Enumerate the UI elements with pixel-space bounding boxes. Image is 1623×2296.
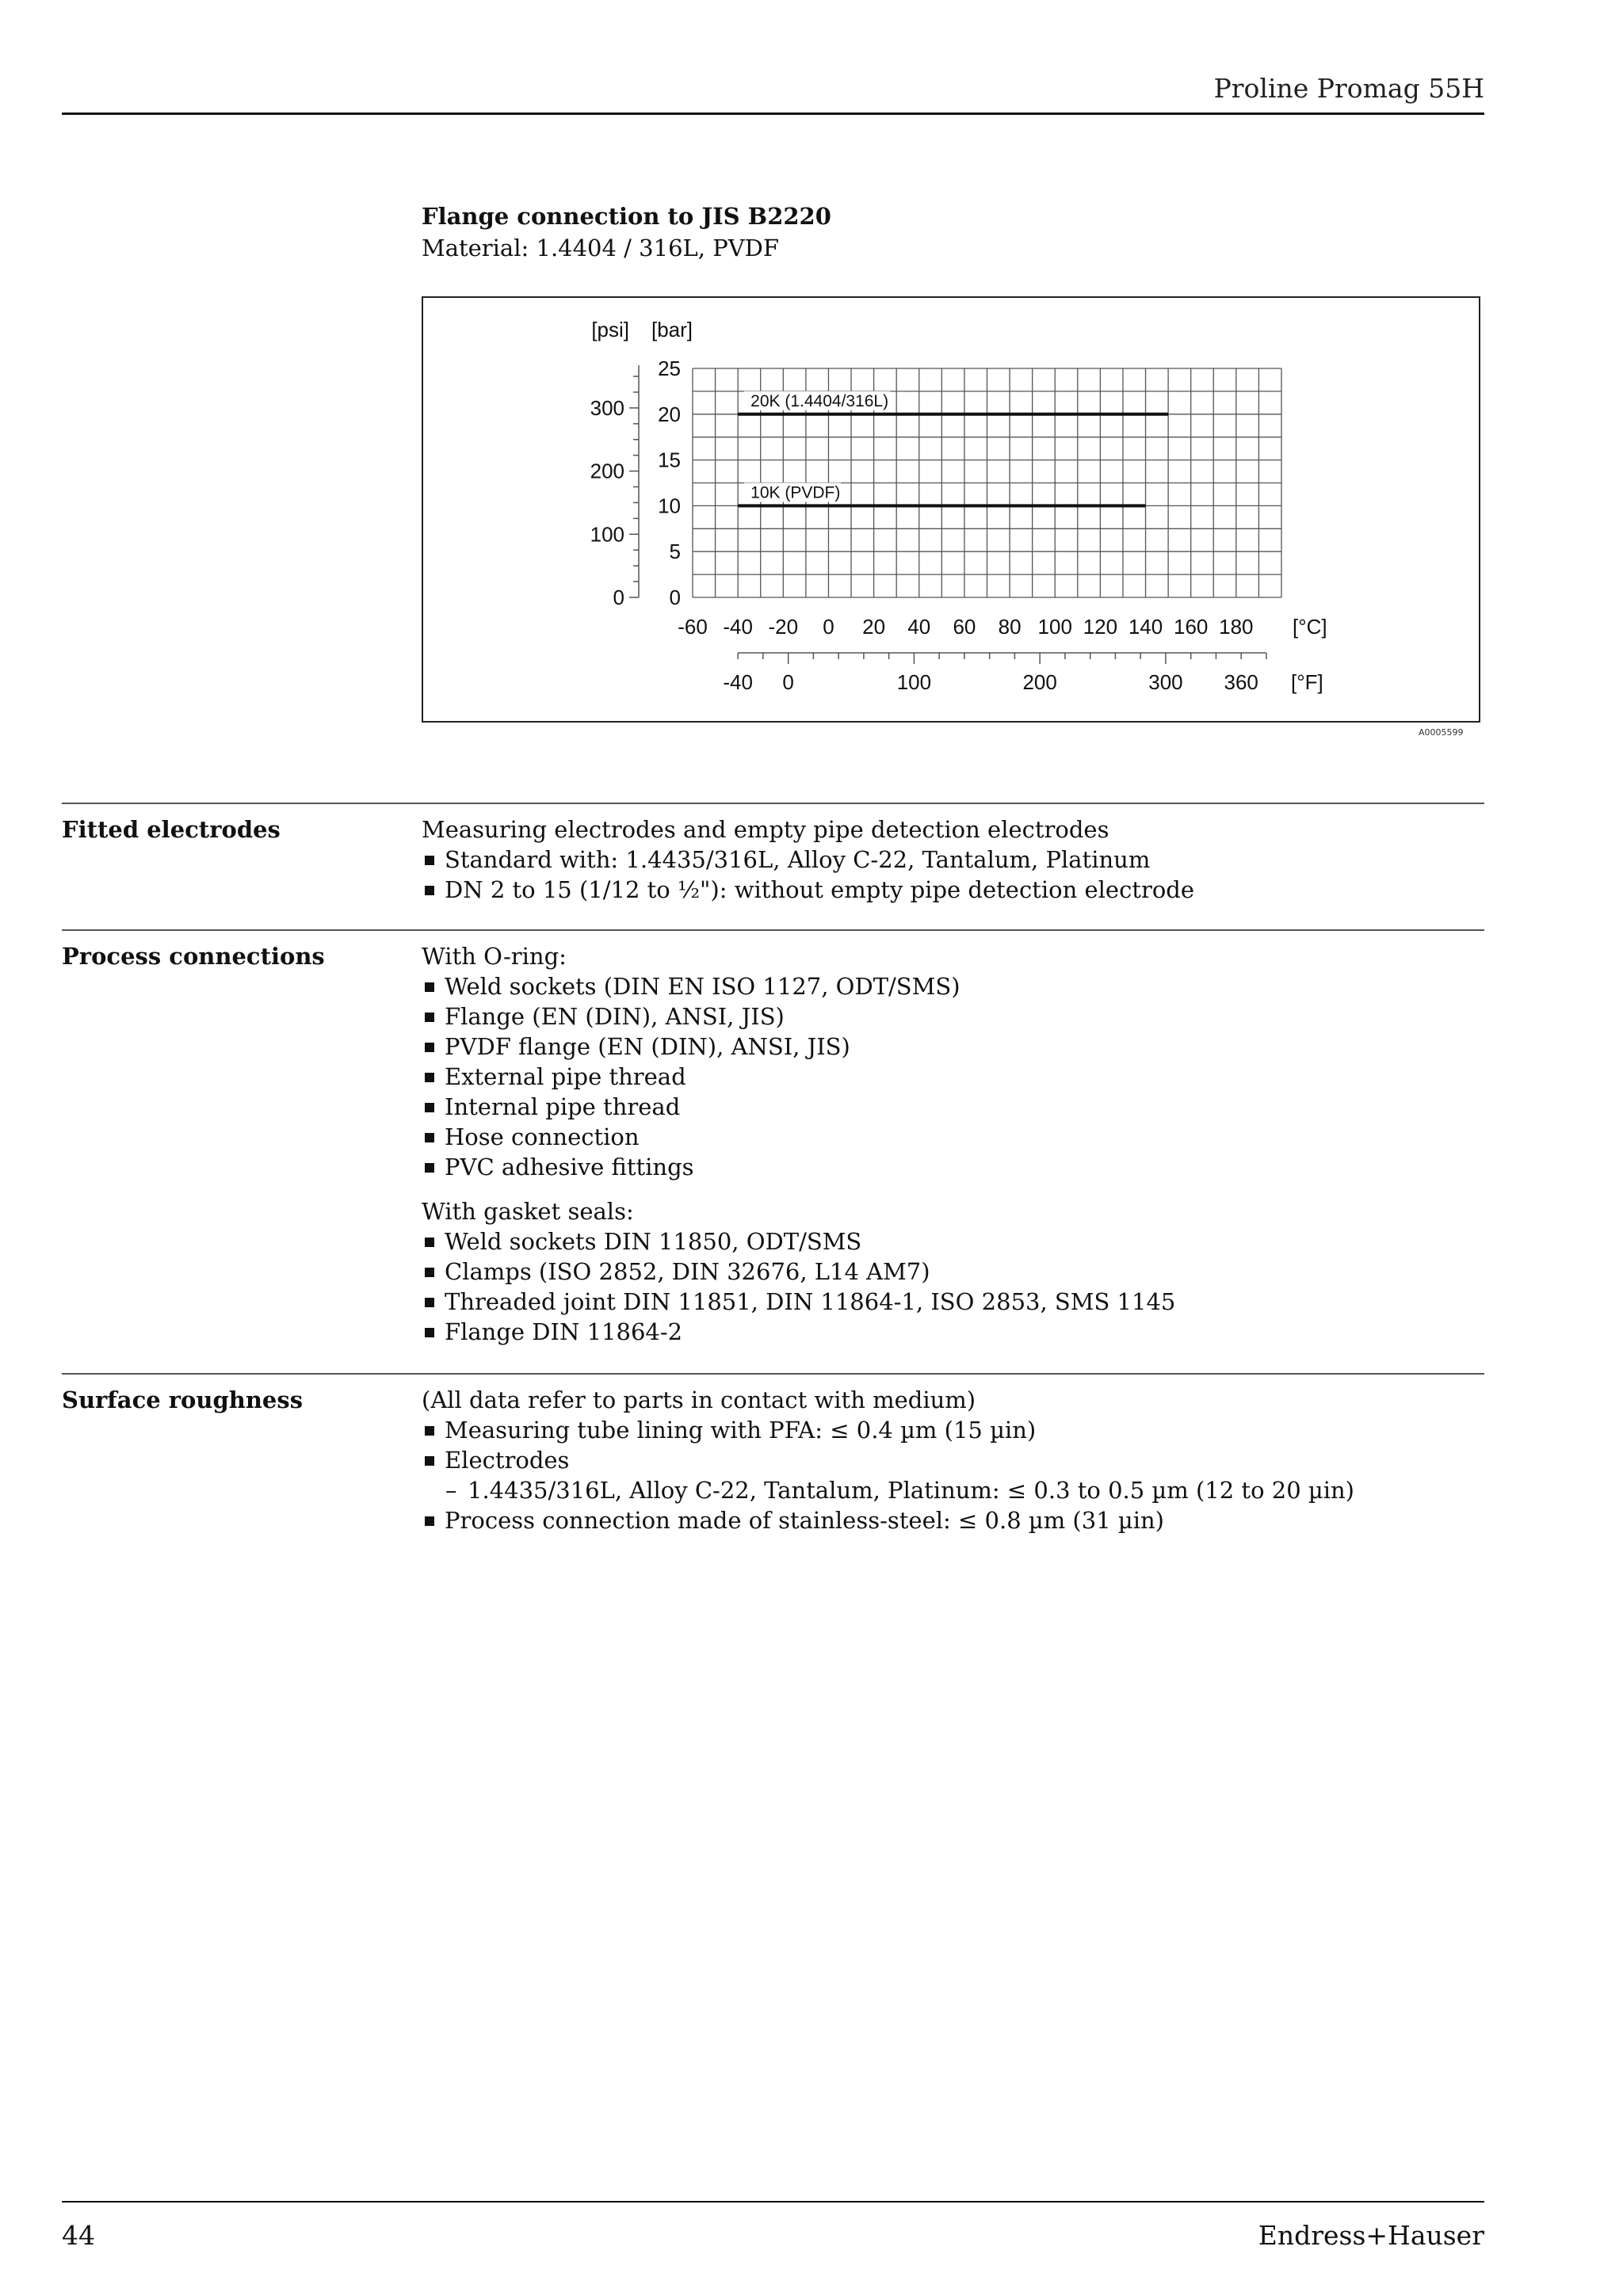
running-header-title: Proline Promag 55H (1213, 73, 1484, 104)
section-rule (62, 803, 1484, 804)
psi-tick-label: 100 (590, 522, 624, 547)
section-body-fitted-electrodes (422, 814, 1194, 905)
x-tick-label: 80 (998, 615, 1022, 639)
section-intro: (All data refer to parts in contact with medium) (422, 1386, 976, 1413)
list-item: Flange (EN (DIN), ANSI, JIS) (422, 1001, 1175, 1032)
series-label-1: 20K (1.4404/316L) (750, 391, 889, 410)
section-body-process-connections (422, 941, 1175, 1347)
x-tick-label: 180 (1219, 615, 1254, 639)
header-rule (62, 113, 1484, 115)
x-tick-label: -20 (768, 615, 799, 639)
page-number: 44 (62, 2220, 95, 2251)
list-item: Threaded joint DIN 11851, DIN 11864-1, ISO 2853, SMS 1145 (422, 1287, 1175, 1317)
list-item: PVDF flange (EN (DIN), ANSI, JIS) (422, 1032, 1175, 1062)
footer-brand: Endress+Hauser (1258, 2220, 1484, 2251)
x-tick-label: 20 (862, 615, 886, 639)
list-item: Hose connection (422, 1122, 1175, 1152)
fahrenheit-tick-label: 300 (1148, 670, 1183, 694)
list-item: PVC adhesive fittings (422, 1152, 1175, 1182)
figure-subtitle: Material: 1.4404 / 316L, PVDF (422, 235, 780, 261)
x-tick-label: -60 (678, 615, 708, 639)
footer-rule (62, 2201, 1484, 2203)
section-body-surface-roughness (422, 1385, 1354, 1535)
x-tick-label: 100 (1037, 615, 1072, 639)
y-axis-unit-psi: [psi] (591, 318, 629, 341)
section-label-process-connections: Process connections (62, 943, 325, 970)
psi-tick-label: 200 (590, 459, 624, 483)
y-tick-label: 15 (658, 448, 681, 472)
x-tick-label: -40 (723, 615, 753, 639)
fahrenheit-tick-label: 100 (896, 670, 932, 694)
series-label-2: 10K (PVDF) (750, 483, 841, 502)
y-tick-label: 5 (669, 540, 681, 564)
dash-mark: – (445, 1477, 457, 1504)
list-item: External pipe thread (422, 1062, 1175, 1092)
fahrenheit-tick-label: 200 (1022, 670, 1057, 694)
list-item: DN 2 to 15 (1/12 to ½"): without empty pipe detection electrode (422, 875, 1194, 905)
paragraph-gap (422, 1182, 1175, 1196)
list-item: Clamps (ISO 2852, DIN 32676, L14 AM7) (422, 1257, 1175, 1287)
psi-tick-label: 300 (590, 395, 624, 420)
figure-title: Flange connection to JIS B2220 (422, 203, 831, 230)
pressure-temperature-chart (423, 298, 1479, 721)
list-item: Internal pipe thread (422, 1092, 1175, 1122)
section-intro-2: With gasket seals: (422, 1198, 634, 1225)
section-rule (62, 929, 1484, 931)
sub-list-item-text: 1.4435/316L, Alloy C-22, Tantalum, Platinum: ≤ 0.3 to 0.5 µm (12 to 20 µin) (468, 1477, 1354, 1504)
x-tick-label: 140 (1128, 615, 1163, 639)
list-item: Flange DIN 11864-2 (422, 1317, 1175, 1347)
sub-list-item (422, 1475, 1354, 1505)
figure-id: A0005599 (1419, 727, 1464, 738)
section-intro: With O-ring: (422, 943, 567, 970)
chart-frame (422, 296, 1480, 723)
y-tick-label: 20 (658, 402, 681, 426)
fahrenheit-tick-label: -40 (723, 670, 753, 694)
x-tick-label: 120 (1083, 615, 1118, 639)
list-item: Measuring tube lining with PFA: ≤ 0.4 µm (15 µin) (422, 1415, 1354, 1445)
y-tick-label: 25 (658, 357, 681, 380)
x-tick-label: 40 (907, 615, 931, 639)
list-item: Weld sockets DIN 11850, ODT/SMS (422, 1226, 1175, 1257)
y-axis-unit-bar: [bar] (651, 318, 693, 341)
x-axis-unit-celsius: [°C] (1293, 615, 1327, 639)
section-rule (62, 1373, 1484, 1375)
x-tick-label: 0 (823, 615, 834, 639)
list-item: Weld sockets (DIN EN ISO 1127, ODT/SMS) (422, 971, 1175, 1001)
x-axis-unit-fahrenheit: [°F] (1291, 670, 1323, 694)
list-item: Electrodes (422, 1445, 1354, 1475)
list-item: Standard with: 1.4435/316L, Alloy C-22, Tantalum, Platinum (422, 845, 1194, 875)
fahrenheit-tick-label: 0 (782, 670, 794, 694)
section-label-surface-roughness: Surface roughness (62, 1386, 304, 1413)
section-label-fitted-electrodes: Fitted electrodes (62, 816, 281, 843)
y-tick-label: 0 (669, 585, 681, 609)
section-intro: Measuring electrodes and empty pipe detection electrodes (422, 816, 1109, 843)
psi-tick-label: 0 (613, 585, 624, 609)
x-tick-label: 160 (1173, 615, 1209, 639)
x-tick-label: 60 (953, 615, 976, 639)
y-tick-label: 10 (658, 494, 681, 518)
fahrenheit-tick-label: 360 (1224, 670, 1258, 694)
list-item: Process connection made of stainless-steel: ≤ 0.8 µm (31 µin) (422, 1505, 1354, 1535)
